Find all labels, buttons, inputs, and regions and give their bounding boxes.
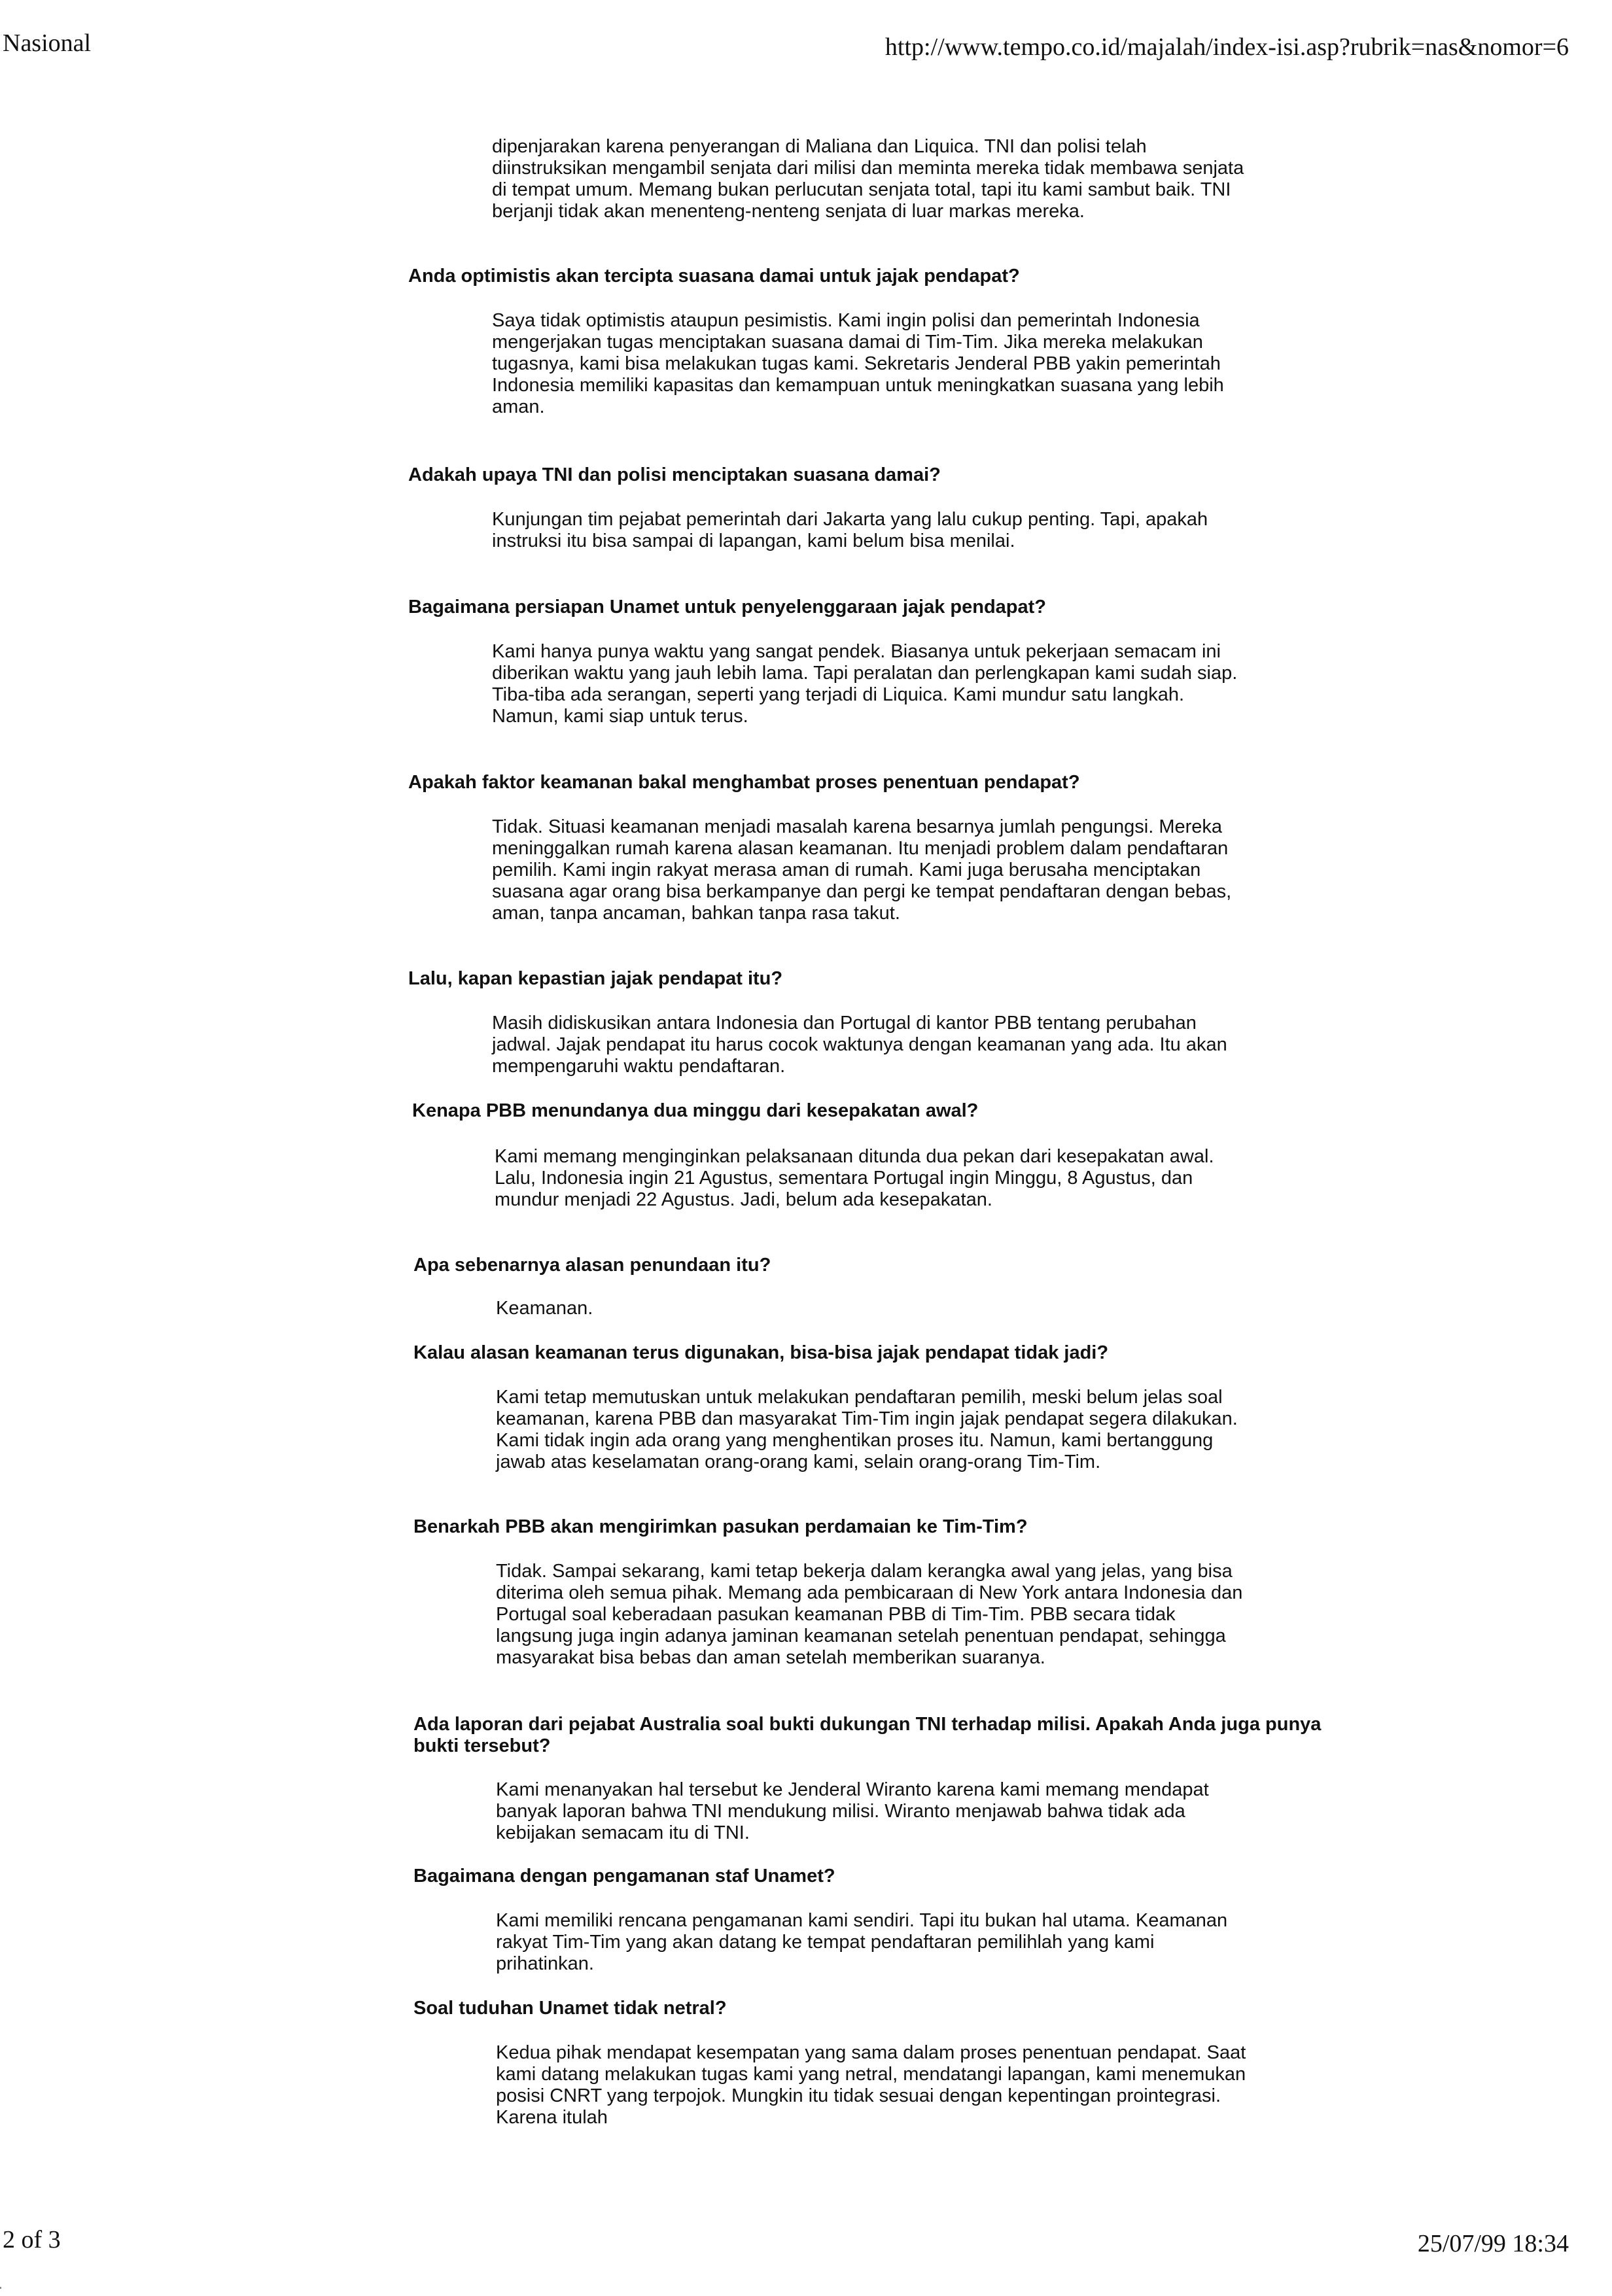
question-7: Apa sebenarnya alasan penundaan itu? (413, 1255, 771, 1276)
question-12: Soal tuduhan Unamet tidak netral? (413, 1998, 727, 2019)
answer-10: Kami menanyakan hal tersebut ke Jenderal Wiranto karena kami memang mendapat banyak laporan bahwa TNI mendukung milisi. Wiranto menjawab bahwa tidak ada kebijakan semacam itu di TNI. (496, 1779, 1209, 1843)
answer-11: Kami memiliki rencana pengamanan kami sendiri. Tapi itu bukan hal utama. Keamanan rakyat Tim-Tim yang akan datang ke tempat pendaftaran pemilihlah yang kami prihatinkan. (496, 1910, 1228, 1974)
answer-2: Kunjungan tim pejabat pemerintah dari Jakarta yang lalu cukup penting. Tapi, apakah instruksi itu bisa sampai di lapangan, kami belum bisa menilai. (492, 509, 1208, 551)
question-9: Benarkah PBB akan mengirimkan pasukan perdamaian ke Tim-Tim? (413, 1516, 1028, 1537)
question-8: Kalau alasan keamanan terus digunakan, bisa-bisa jajak pendapat tidak jadi? (413, 1342, 1109, 1363)
answer-5: Masih didiskusikan antara Indonesia dan Portugal di kantor PBB tentang perubahan jadwal. Jajak pendapat itu harus cocok waktunya dengan keamanan yang ada. Itu akan mempengaruhi waktu pendaftaran. (492, 1013, 1227, 1077)
answer-1: Saya tidak optimistis ataupun pesimistis. Kami ingin polisi dan pemerintah Indonesia mengerjakan tugas menciptakan suasana damai di Tim-Tim. Jika mereka melakukan tugasnya, kami bisa melakukan tugas kami. Sekretaris Jenderal PBB yakin pemerintah Indonesia memiliki kapasitas dan kemampuan untuk meningkatkan suasana yang lebih aman. (492, 310, 1224, 417)
answer-3: Kami hanya punya waktu yang sangat pendek. Biasanya untuk pekerjaan semacam ini diberikan waktu yang jauh lebih lama. Tapi peralatan dan perlengkapan kami sudah siap. Tiba-tiba ada serangan, seperti yang terjadi di Liquica. Kami mundur satu langkah. Namun, kami siap untuk terus. (492, 641, 1238, 727)
page-url[interactable]: http://www.tempo.co.id/majalah/index-isi.asp?rubrik=nas&nomor=6 (885, 33, 1569, 61)
page-bottom-edge (0, 2287, 1612, 2289)
question-5: Lalu, kapan kepastian jajak pendapat itu? (408, 968, 783, 989)
answer-4: Tidak. Situasi keamanan menjadi masalah karena besarnya jumlah pengungsi. Mereka meninggalkan rumah karena alasan keamanan. Itu menjadi problem dalam pendaftaran pemilih. Kami ingin rakyat merasa aman di rumah. Kami juga berusaha menciptakan suasana agar orang bisa berkampanye dan pergi ke tempat pendaftaran dengan bebas, aman, tanpa ancaman, bahkan tanpa rasa takut. (492, 816, 1232, 924)
answer-9: Tidak. Sampai sekarang, kami tetap bekerja dalam kerangka awal yang jelas, yang bisa diterima oleh semua pihak. Memang ada pembicaraan di New York antara Indonesia dan Portugal soal keberadaan pasukan keamanan PBB di Tim-Tim. PBB secara tidak langsung juga ingin adanya jaminan keamanan setelah penentuan pendapat, sehingga masyarakat bisa bebas dan aman setelah memberikan suaranya. (496, 1561, 1243, 1668)
question-2: Adakah upaya TNI dan polisi menciptakan suasana damai? (408, 464, 941, 485)
question-11: Bagaimana dengan pengamanan staf Unamet? (413, 1866, 835, 1887)
question-3: Bagaimana persiapan Unamet untuk penyelenggaraan jajak pendapat? (408, 597, 1046, 617)
question-6: Kenapa PBB menundanya dua minggu dari kesepakatan awal? (412, 1100, 979, 1121)
question-10: Ada laporan dari pejabat Australia soal bukti dukungan TNI terhadap milisi. Apakah Anda juga punya bukti tersebut? (413, 1714, 1322, 1756)
answer-6: Kami memang menginginkan pelaksanaan ditunda dua pekan dari kesepakatan awal. Lalu, Indonesia ingin 21 Agustus, sementara Portugal ingin Minggu, 8 Agustus, dan mundur menjadi 22 Agustus. Jadi, belum ada kesepakatan. (495, 1146, 1214, 1210)
answer-8: Kami tetap memutuskan untuk melakukan pendaftaran pemilih, meski belum jelas soal keamanan, karena PBB dan masyarakat Tim-Tim ingin jajak pendapat segera dilakukan. Kami tidak ingin ada orang yang menghentikan proses itu. Namun, kami bertanggung jawab atas keselamatan orang-orang kami, selain orang-orang Tim-Tim. (496, 1387, 1238, 1472)
answer-7: Keamanan. (496, 1298, 593, 1319)
section-title: Nasional (3, 29, 92, 57)
question-1: Anda optimistis akan tercipta suasana damai untuk jajak pendapat? (408, 266, 1020, 287)
print-datetime: 25/07/99 18:34 (1417, 2230, 1569, 2257)
intro-paragraph: dipenjarakan karena penyerangan di Maliana dan Liquica. TNI dan polisi telah diinstruksikan mengambil senjata dari milisi dan meminta mereka tidak membawa senjata di tempat umum. Memang bukan perlucutan senjata total, tapi itu kami sambut baik. TNI berjanji tidak akan menenteng-nenteng senjata di luar markas mereka. (492, 136, 1244, 222)
page-number: 2 of 3 (3, 2226, 61, 2253)
question-4: Apakah faktor keamanan bakal menghambat proses penentuan pendapat? (408, 772, 1080, 793)
answer-12: Kedua pihak mendapat kesempatan yang sama dalam proses penentuan pendapat. Saat kami datang melakukan tugas kami yang netral, mendatangi lapangan, kami menemukan posisi CNRT yang terpojok. Mungkin itu tidak sesuai dengan kepentingan prointegrasi. Karena itulah (496, 2042, 1246, 2128)
